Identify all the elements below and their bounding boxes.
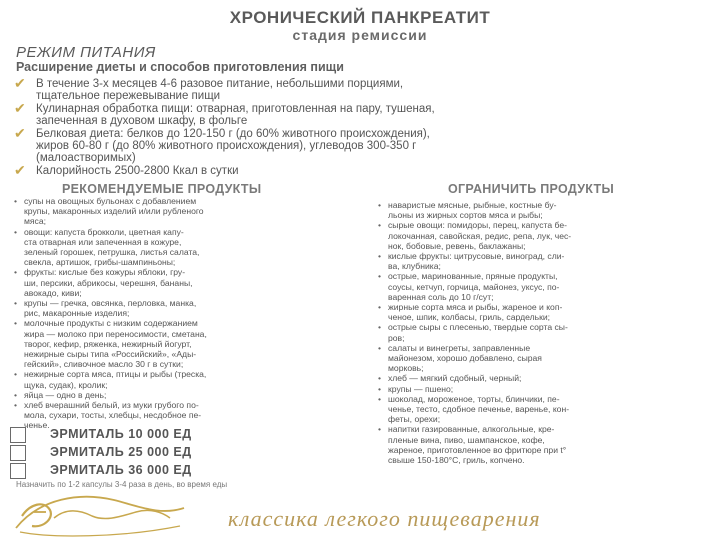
list-item-text: морковь; — [388, 363, 424, 374]
checkmark-icon: ✔ — [14, 161, 26, 178]
list-item-line — [378, 414, 712, 424]
list-item-text: зеленый горошек, петрушка, листья салата, — [24, 247, 200, 258]
list-item-text: крупы, макаронных изделий и/или рубленого — [24, 206, 204, 217]
list-item-line — [14, 359, 354, 369]
list-item-text: свекла, артишок, грибы-шампиньоны; — [24, 257, 176, 268]
limited-title: ОГРАНИЧИТЬ ПРОДУКТЫ — [448, 182, 615, 196]
bullet-icon: • — [378, 220, 382, 231]
checkbox-icon[interactable] — [10, 445, 26, 461]
bullet-icon: • — [378, 302, 382, 313]
dosage-note: Назначить по 1-2 капсулы 3-4 раза в день, во время еды — [16, 480, 228, 489]
bullet-icon: • — [14, 369, 18, 380]
checklist-item — [14, 75, 714, 103]
list-item-line — [378, 384, 712, 394]
list-item-text: ва, клубника; — [388, 261, 441, 272]
list-item-line — [378, 435, 712, 445]
list-item-line — [14, 410, 354, 420]
list-item-text: жира — молоко при переносимости, сметана, — [24, 328, 207, 339]
list-item-line — [378, 261, 712, 271]
list-item-text: овощи: капуста брокколи, цветная капу- — [24, 226, 184, 237]
list-item-text: шоколад, мороженое, торты, блинчики, пе- — [388, 393, 560, 404]
page-subtitle: стадия ремиссии — [292, 27, 428, 43]
list-item-text: хлеб — мягкий сдобный, черный; — [388, 373, 522, 384]
list-item-text: творог, кефир, ряженка, нежирный йогурт, — [24, 338, 192, 349]
product-label: ЭРМИТАЛЬ 36 000 ЕД — [50, 463, 192, 477]
list-item-line — [14, 390, 354, 400]
list-item-text: кислые фрукты: цитрусовые, виноград, сли- — [388, 251, 565, 262]
list-item-line — [14, 369, 354, 379]
list-item-text: пленые вина, пиво, шампанское, кофе, — [388, 434, 545, 445]
list-item-text: крупы — гречка, овсянка, перловка, манка, — [24, 298, 197, 309]
list-item-text: острые, маринованные, пряные продукты, — [388, 271, 558, 282]
list-item-line — [378, 210, 712, 220]
product-option-3[interactable] — [10, 463, 310, 479]
list-item-line — [378, 373, 712, 383]
list-item-line — [378, 455, 712, 465]
checklist-line: запеченная в духовом шкафу, в фольге — [36, 115, 248, 128]
list-item-line — [14, 206, 354, 216]
list-item-text: ши, персики, абрикосы, черешня, бананы, — [24, 277, 193, 288]
list-item-line — [378, 231, 712, 241]
list-item-line — [14, 400, 354, 410]
ermital-logo — [10, 486, 190, 538]
bullet-icon: • — [14, 196, 18, 206]
list-item-line — [378, 353, 712, 363]
list-item-text: варенная соль до 10 г/сут; — [388, 291, 494, 302]
checklist-line: тщательное пережевывание пищи — [36, 90, 221, 103]
checkmark-icon: ✔ — [14, 75, 26, 91]
list-item-line — [14, 339, 354, 349]
list-item-line — [14, 318, 354, 328]
bullet-icon: • — [14, 267, 18, 278]
bullet-icon: • — [378, 200, 382, 210]
list-item-line — [14, 288, 354, 298]
checklist-item — [14, 161, 714, 178]
list-item-line — [14, 267, 354, 277]
list-item-text: ченье, тесто, сдобное печенье, варенье, кон- — [388, 404, 570, 415]
list-item-line — [14, 247, 354, 257]
list-item-line — [378, 404, 712, 414]
list-item-text: феты, орехи; — [388, 414, 441, 425]
brand-slogan: классика легкого пищеварения — [228, 506, 541, 531]
list-item-text: майонезом, хорошо добавлено, сырая — [388, 353, 542, 364]
list-item-line — [14, 237, 354, 247]
list-item-text: сырые овощи: помидоры, перец, капуста бе- — [388, 220, 567, 231]
list-item-text: ченье. — [24, 420, 50, 431]
list-item-line — [14, 257, 354, 267]
list-item-text: мяса; — [24, 216, 47, 227]
list-item-text: рис, макаронные изделия; — [24, 308, 130, 319]
list-item-text: соусы, кетчуп, горчица, майонез, уксус, по- — [388, 281, 560, 292]
product-option-1[interactable] — [10, 427, 310, 443]
checklist-item — [14, 99, 714, 128]
bullet-icon: • — [378, 373, 382, 384]
product-label: ЭРМИТАЛЬ 25 000 ЕД — [50, 445, 192, 459]
checklist-line: Калорийность 2500-2800 Ккал в сутки — [36, 164, 239, 177]
product-option-2[interactable] — [10, 445, 310, 461]
list-item-line — [378, 241, 712, 251]
list-item-line — [378, 394, 712, 404]
recommended-list — [14, 196, 354, 431]
list-item-line — [378, 200, 712, 210]
list-item-line — [14, 216, 354, 226]
list-item-line — [378, 302, 712, 312]
list-item-line — [378, 282, 712, 292]
list-item-line — [378, 343, 712, 353]
list-item-line — [14, 196, 354, 206]
bullet-icon: • — [378, 271, 382, 282]
bullet-icon: • — [14, 318, 18, 329]
bullet-icon: • — [378, 251, 382, 262]
list-item-text: щука, судак), кролик; — [24, 379, 108, 390]
list-item-text: хлеб вчерашний белый, из муки грубого по- — [24, 400, 199, 411]
recommended-title: РЕКОМЕНДУЕМЫЕ ПРОДУКТЫ — [62, 182, 262, 196]
bullet-icon: • — [14, 298, 18, 309]
list-item-text: мола, сухари, тосты, хлебцы, несдобное пе- — [24, 410, 202, 421]
list-item-line — [14, 227, 354, 237]
checklist-line: Белковая диета: белков до 120-150 г (до 60% животного происхождения), — [36, 127, 430, 140]
list-item-line — [14, 349, 354, 359]
list-item-text: яйца — одно в день; — [24, 389, 107, 400]
list-item-line — [378, 271, 712, 281]
list-item-line — [378, 424, 712, 434]
list-item-line — [378, 333, 712, 343]
list-item-text: ченое, шпик, колбасы, гриль, сардельки; — [388, 312, 551, 323]
list-item-text: нок, бобовые, ревень, баклажаны; — [388, 240, 526, 251]
bullet-icon: • — [14, 389, 18, 400]
list-item-line — [14, 329, 354, 339]
list-item-text: гейский», сливочное масло 30 г в сутки; — [24, 359, 184, 370]
list-item-text: авокадо, киви; — [24, 287, 82, 298]
list-item-text: жирные сорта мяса и рыбы, жареное и коп- — [388, 302, 563, 313]
list-item-line — [14, 308, 354, 318]
bullet-icon: • — [378, 342, 382, 353]
list-item-line — [14, 380, 354, 390]
list-item-line — [14, 298, 354, 308]
list-item-text: напитки газированные, алкогольные, кре- — [388, 424, 555, 435]
list-item-text: льоны из жирных сортов мяса и рыбы; — [388, 210, 543, 221]
list-item-text: свыше 150-180°С, гриль, копчено. — [388, 455, 525, 466]
regime-checklist — [14, 75, 714, 178]
product-label: ЭРМИТАЛЬ 10 000 ЕД — [50, 427, 192, 441]
limited-list — [378, 200, 712, 465]
list-item-text: жареное, приготовленное во фритюре при t° — [388, 444, 567, 455]
list-item-line — [378, 312, 712, 322]
checkmark-icon: ✔ — [14, 99, 26, 116]
bullet-icon: • — [378, 393, 382, 404]
regime-subtitle: Расширение диеты и способов приготовления пищи — [16, 60, 344, 74]
list-item-text: ста отварная или запеченная в кожуре, — [24, 236, 182, 247]
regime-title: РЕЖИМ ПИТАНИЯ — [16, 44, 156, 61]
list-item-text: локочанная, савойская, редис, репа, лук, чес- — [388, 230, 572, 241]
bullet-icon: • — [378, 322, 382, 333]
list-item-line — [378, 363, 712, 373]
checkbox-icon[interactable] — [10, 427, 26, 443]
list-item-text: фрукты: кислые без кожуры яблоки, гру- — [24, 267, 186, 278]
list-item-text: молочные продукты с низким содержанием — [24, 318, 198, 329]
list-item-text: ров; — [388, 332, 405, 343]
list-item-text: нежирные сорта мяса, птицы и рыбы (треска, — [24, 369, 207, 380]
checklist-item — [14, 124, 714, 165]
list-item-line — [378, 292, 712, 302]
checklist-line: В течение 3-х месяцев 4-6 разовое питание, небольшими порциями, — [36, 78, 404, 90]
list-item-line — [378, 220, 712, 230]
checklist-line: (малоастворимых) — [36, 152, 136, 165]
bullet-icon: • — [14, 400, 18, 411]
list-item-text: наваристые мясные, рыбные, костные бу- — [388, 200, 557, 210]
list-item-line — [378, 445, 712, 455]
checkmark-icon: ✔ — [14, 124, 26, 141]
bullet-icon: • — [14, 226, 18, 237]
list-item-line — [378, 322, 712, 332]
checklist-line: жиров 60-80 г (до 80% животного происхождения), углеводов 300-350 г — [36, 140, 417, 153]
bullet-icon: • — [378, 383, 382, 394]
list-item-line — [378, 251, 712, 261]
list-item-line — [14, 278, 354, 288]
list-item-text: супы на овощных бульонах с добавлением — [24, 196, 197, 206]
checklist-line: Кулинарная обработка пищи: отварная, приготовленная на пару, тушеная, — [36, 102, 435, 115]
list-item-text: салаты и винегреты, заправленные — [388, 342, 531, 353]
page-title: ХРОНИЧЕСКИЙ ПАНКРЕАТИТ — [229, 8, 491, 27]
list-item-text: острые сыры с плесенью, твердые сорта сы- — [388, 322, 568, 333]
bullet-icon: • — [378, 424, 382, 435]
list-item-text: крупы — пшено; — [388, 383, 454, 394]
list-item-text: нежирные сыры типа «Российский», «Ады- — [24, 349, 197, 360]
checkbox-icon[interactable] — [10, 463, 26, 479]
